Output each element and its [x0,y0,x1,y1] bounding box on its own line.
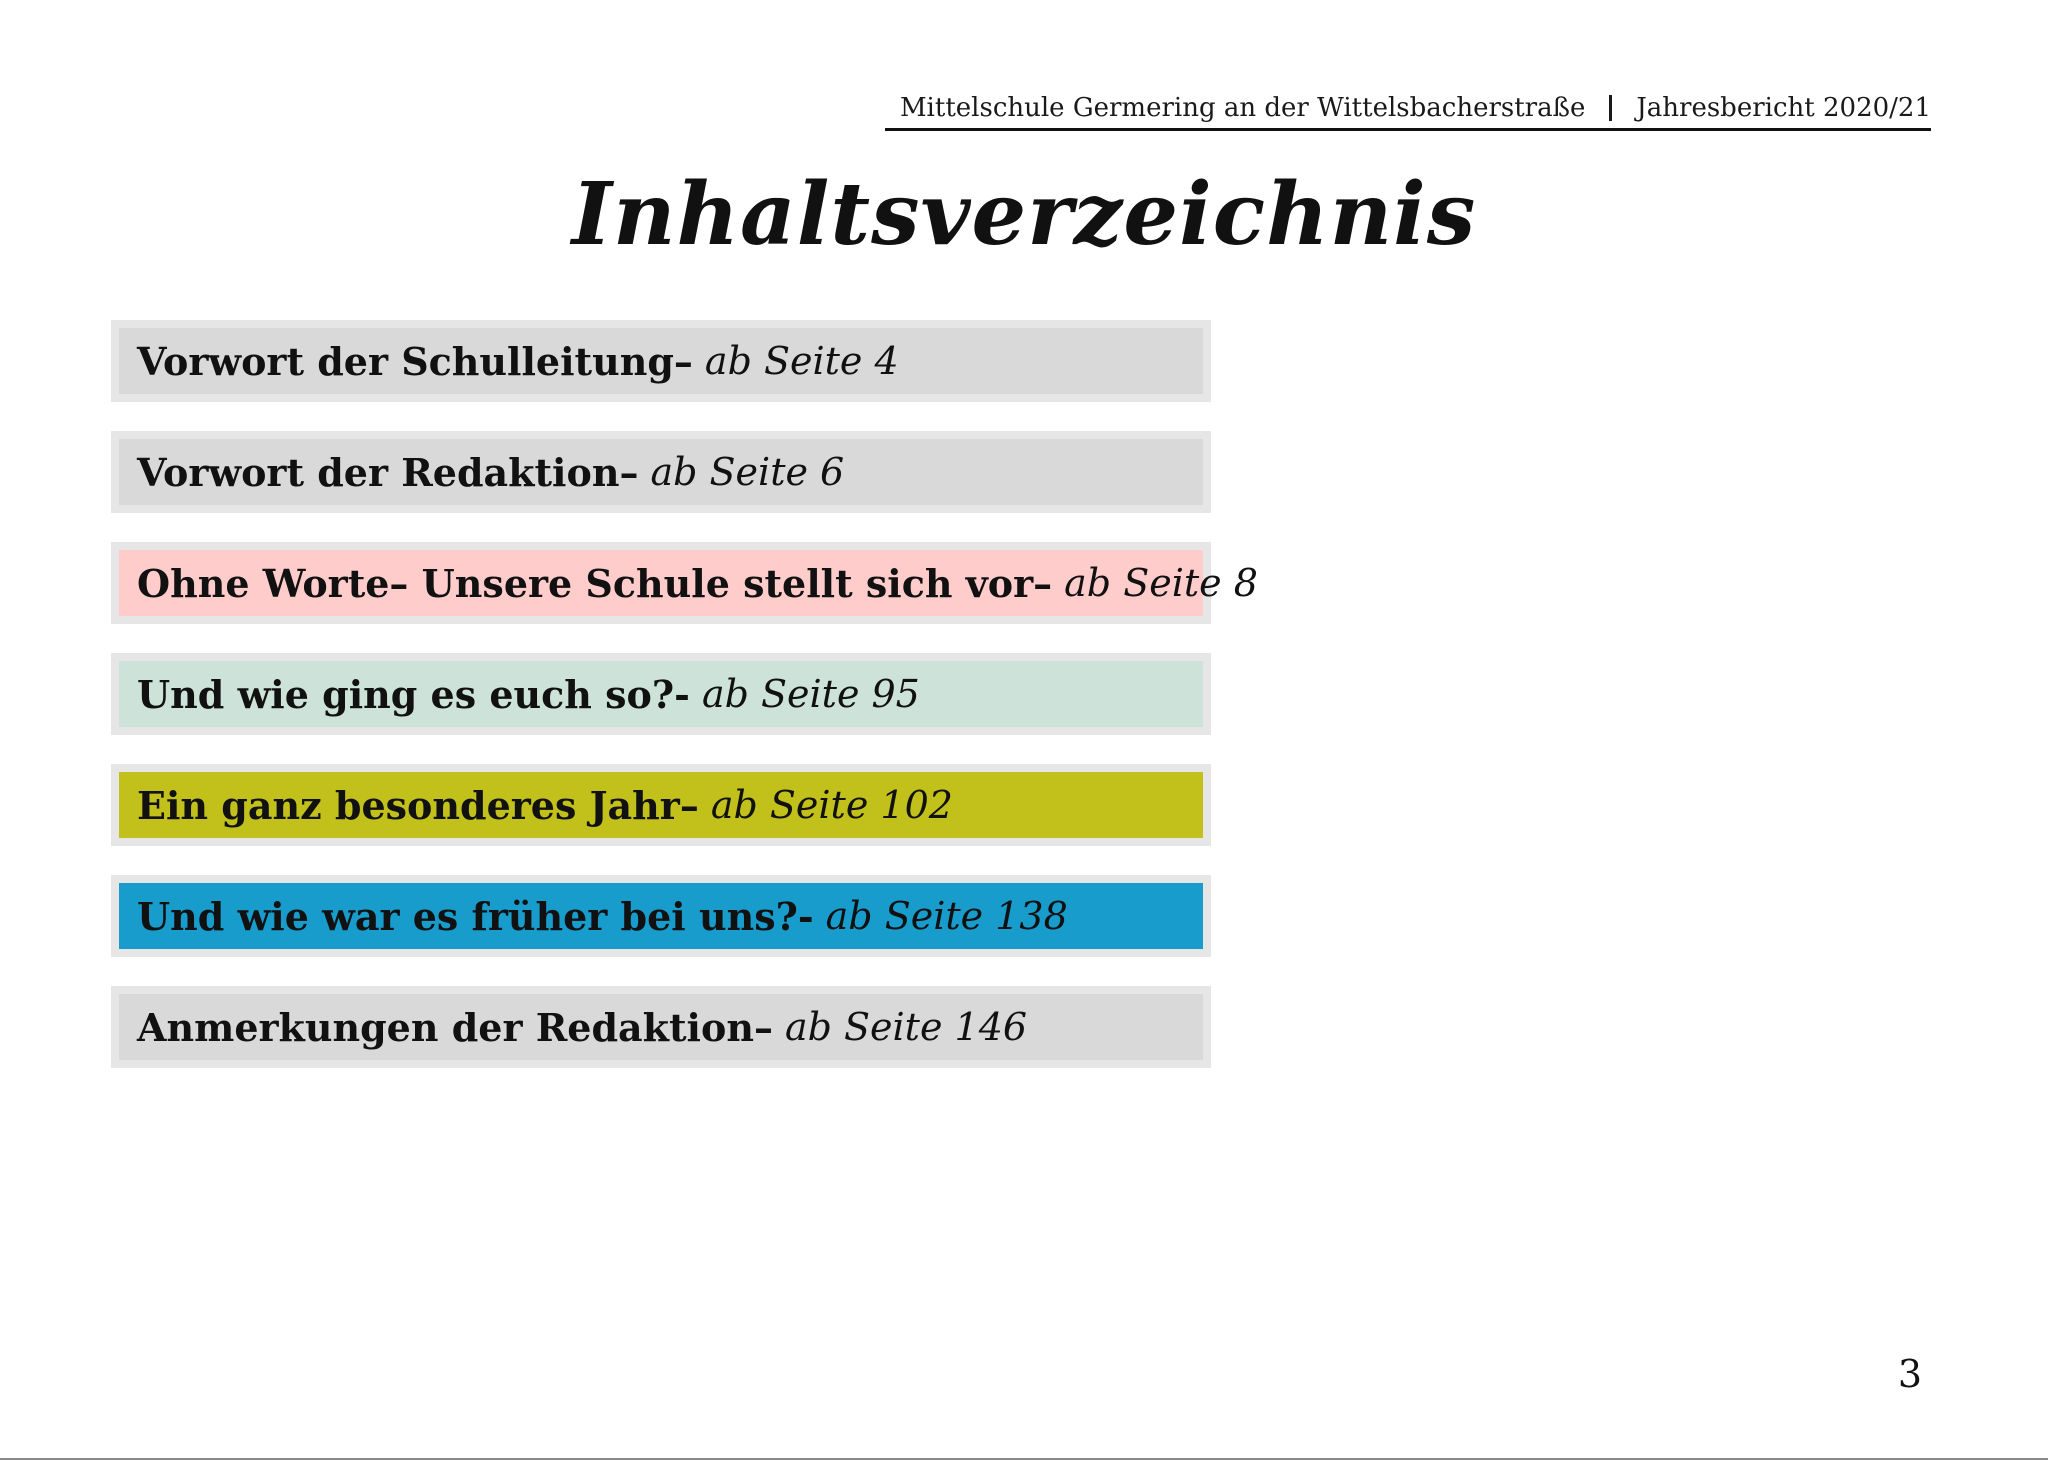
toc-item-title: Vorwort der Schulleitung– [137,338,693,384]
toc-item-pages: ab Seite 8 [1064,561,1258,605]
toc-item-ohne-worte[interactable] [111,542,1258,624]
toc-item-vorwort-redaktion[interactable] [111,431,1211,513]
toc-item-title: Und wie ging es euch so?- [137,671,690,717]
toc-item-title: Anmerkungen der Redaktion– [137,1004,773,1050]
toc-item-title: Ein ganz besonderes Jahr– [137,782,699,828]
toc-item-title: Und wie war es früher bei uns?- [137,893,814,939]
page-number: 3 [1897,1352,1923,1396]
header-report: Jahresbericht 2020/21 [1636,93,1931,123]
toc-item-pages: ab Seite 102 [710,783,953,827]
header-separator [1609,95,1612,121]
table-of-contents [111,320,1258,1097]
running-header [885,86,1931,130]
toc-item-pages: ab Seite 146 [784,1005,1028,1049]
header-school: Mittelschule Germering an der Wittelsbacherstraße [899,93,1586,123]
toc-item-frueher-bei-uns[interactable] [111,875,1211,957]
toc-item-title: Ohne Worte– Unsere Schule stellt sich vor– [137,560,1053,606]
toc-item-vorwort-schulleitung[interactable] [111,320,1211,402]
header-rule [885,128,1931,131]
toc-item-besonderes-jahr[interactable] [111,764,1211,846]
toc-item-pages: ab Seite 95 [701,672,920,716]
toc-item-pages: ab Seite 4 [704,339,899,383]
toc-item-title: Vorwort der Redaktion– [137,449,639,495]
toc-item-pages: ab Seite 138 [825,894,1068,938]
toc-item-wie-ging-es-euch[interactable] [111,653,1211,735]
toc-item-anmerkungen-redaktion[interactable] [111,986,1211,1068]
page-title: Inhaltsverzeichnis [571,164,1477,265]
toc-item-pages: ab Seite 6 [650,450,845,494]
